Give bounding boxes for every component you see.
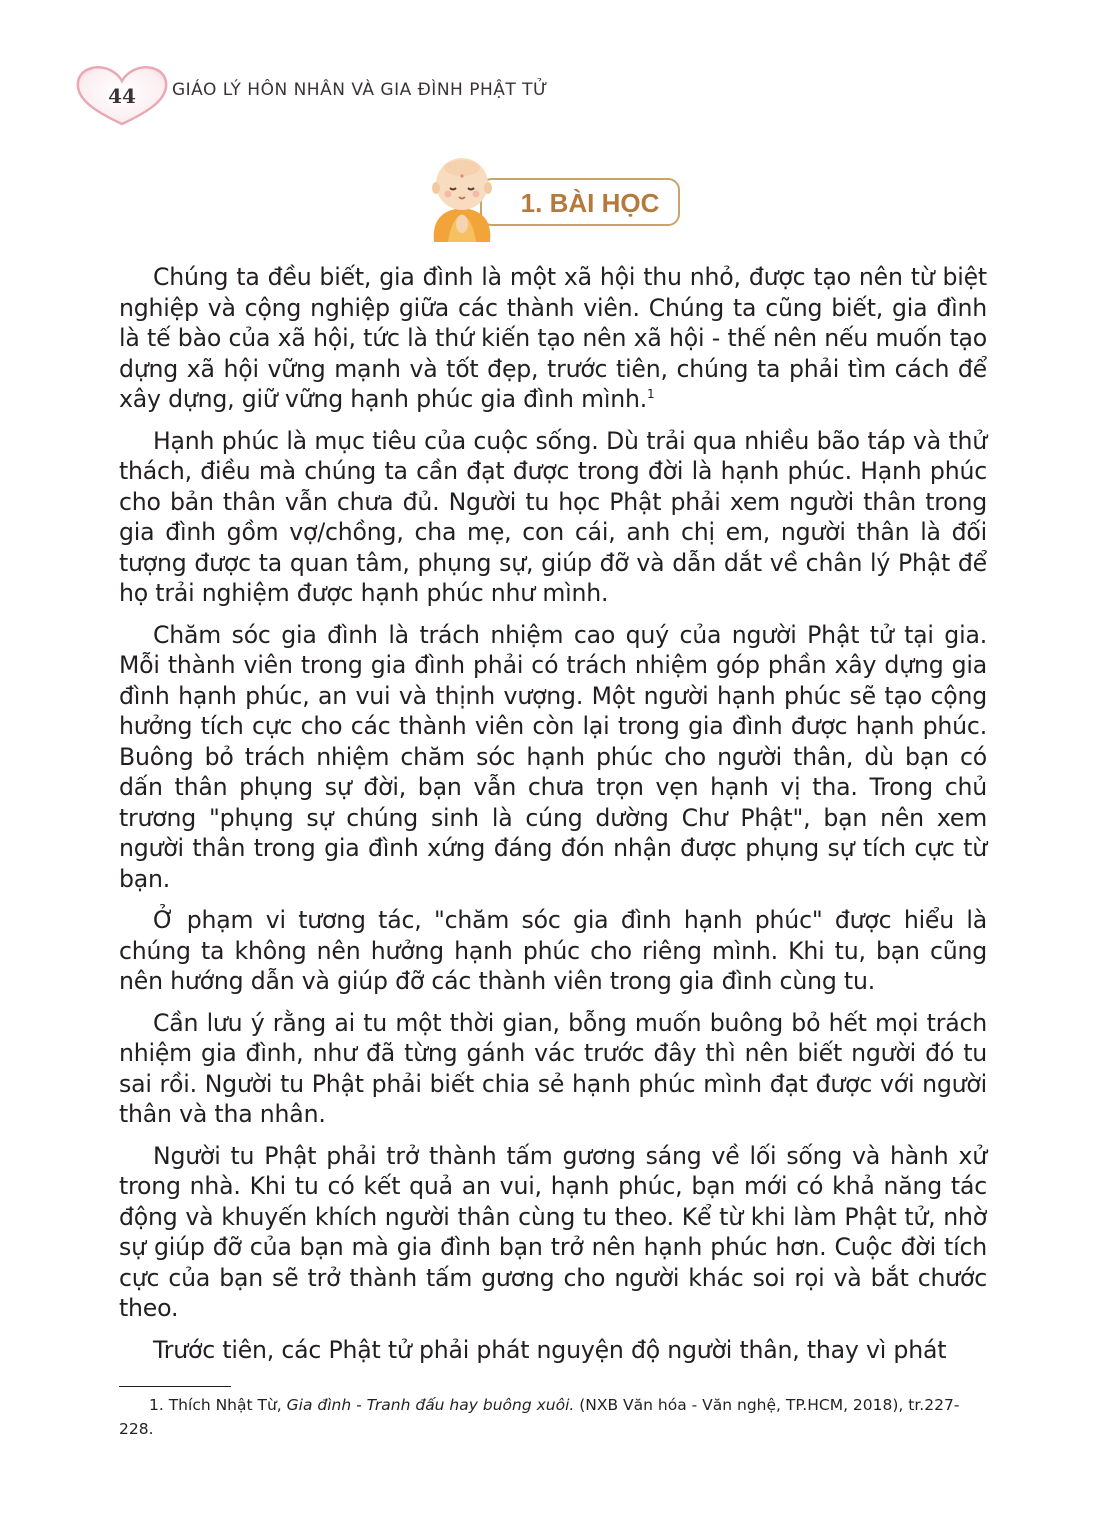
monk-icon [418,152,506,244]
paragraph-7: Trước tiên, các Phật tử phải phát nguyện độ người thân, thay vì phát [153,1335,947,1364]
page-number: 44 [108,84,136,108]
paragraph-3: Chăm sóc gia đình là trách nhiệm cao quý của người Phật tử tại gia. Mỗi thành viên trong gia đình phải có trách nhiệm góp phần xây dựng gia đình hạnh phúc, an vui và thịnh vượng. Một người hạnh phúc sẽ tạo cộng hưởng tích cực cho các thành viên còn lại trong gia đình được hạnh phúc. Buông bỏ trách nhiệm chăm sóc hạnh phúc cho người thân, dù bạn có dấn thân phụng sự đời, bạn vẫn chưa trọn vẹn hạnh vị tha. Trong chủ trương "phụng sự chúng sinh là cúng dường Chư Phật", bạn nên xem người thân trong gia đình xứng đáng đón nhận được phụng sự tích cực từ bạn. [119,620,987,893]
paragraph-4: Ở phạm vi tương tác, "chăm sóc gia đình hạnh phúc" được hiểu là chúng ta không nên hưởng hạnh phúc cho riêng mình. Khi tu, bạn cũng nên hướng dẫn và giúp đỡ các thành viên trong gia đình cùng tu. [119,906,987,995]
section-title: 1. BÀI HỌC [520,188,660,218]
paragraph-2: Hạnh phúc là mục tiêu của cuộc sống. Dù trải qua nhiều bão táp và thử thách, điều mà chúng ta cần đạt được trong đời là hạnh phúc. Hạnh phúc cho bản thân vẫn chưa đủ. Người tu học Phật phải xem người thân trong gia đình gồm vợ/chồng, cha mẹ, con cái, anh chị em, người thân là đối tượng được ta quan tâm, phụng sự, giúp đỡ và dẫn dắt về chân lý Phật để họ trải nghiệm được hạnh phúc như mình. [119,426,987,607]
section-heading [418,152,690,244]
running-title: GIÁO LÝ HÔN NHÂN VÀ GIA ĐÌNH PHẬT TỬ [172,80,549,100]
footnote-ref: 1 [647,387,655,402]
page-header [72,62,1032,132]
footnote-divider [119,1386,231,1387]
body-text [119,262,987,1376]
paragraph-5: Cần lưu ý rằng ai tu một thời gian, bỗng muốn buông bỏ hết mọi trách nhiệm gia đình, như đã từng gánh vác trước đây thì nên biết người đó tu sai rồi. Người tu Phật phải biết chia sẻ hạnh phúc mình đạt được với người thân và tha nhân. [119,1008,987,1128]
paragraph-6: Người tu Phật phải trở thành tấm gương sáng về lối sống và hành xử trong nhà. Khi tu có kết quả an vui, hạnh phúc, bạn mới có khả năng tác động và khuyến khích người thân cùng tu theo. Kể từ khi làm Phật tử, nhờ sự giúp đỡ của bạn mà gia đình bạn trở nên hạnh phúc hơn. Cuộc đời tích cực của bạn sẽ trở thành tấm gương cho người khác soi rọi và bắt chước theo. [119,1141,987,1322]
footnote: 1. Thích Nhật Từ, Gia đình - Tranh đấu hay buông xuôi. (NXB Văn hóa - Văn nghệ, TP.HCM, 2018), tr.227-228. [119,1396,960,1438]
paragraph-1: Chúng ta đều biết, gia đình là một xã hội thu nhỏ, được tạo nên từ biệt nghiệp và cộng nghiệp giữa các thành viên. Chúng ta cũng biết, gia đình là tế bào của xã hội, tức là thứ kiến tạo nên xã hội - thế nên nếu muốn tạo dựng xã hội vững mạnh và tốt đẹp, trước tiên, chúng ta phải tìm cách để xây dựng, giữ vững hạnh phúc gia đình mình.$^1$ [119,263,987,413]
